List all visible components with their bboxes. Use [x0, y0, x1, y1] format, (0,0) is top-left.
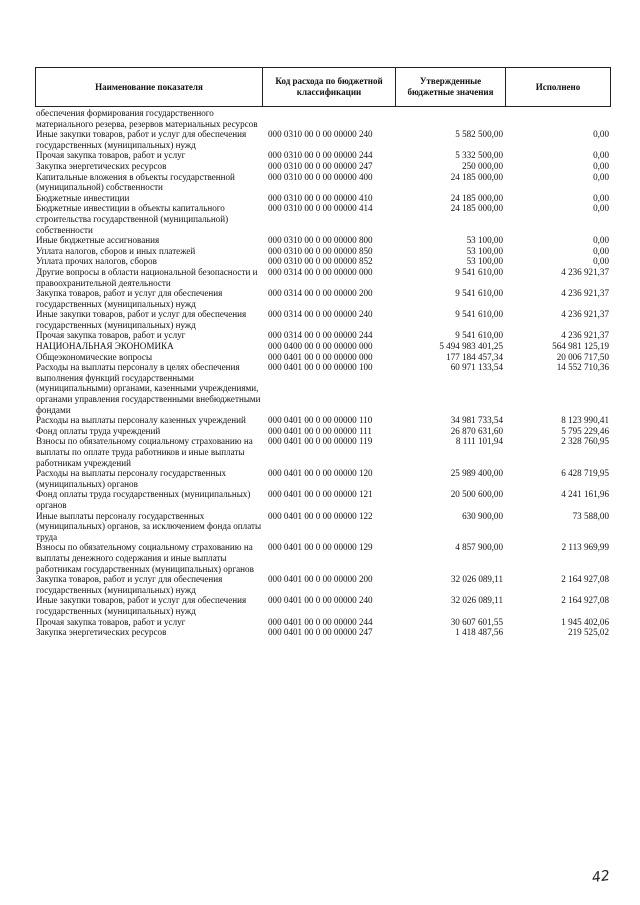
row-approved: 24 185 000,00	[450, 192, 503, 203]
table-row	[35, 150, 611, 161]
table-row	[35, 415, 611, 426]
table-row	[35, 627, 611, 638]
table-row	[35, 246, 611, 257]
row-name: НАЦИОНАЛЬНАЯ ЭКОНОМИКА	[36, 341, 174, 352]
table-row	[35, 309, 611, 330]
row-approved: 9 541 610,00	[455, 266, 503, 277]
row-executed: 5 795 229,46	[561, 425, 609, 436]
row-name: Закупка энергетических ресурсов	[36, 627, 167, 638]
row-executed: 0,00	[593, 235, 609, 246]
row-code: 000 0401 00 0 00 00000 120	[268, 468, 373, 479]
row-name: Иные закупки товаров, работ и услуг для обеспечения государственных (муниципальных) нужд	[36, 309, 247, 330]
header-approved: Утвержденные бюджетные значения	[396, 68, 506, 106]
row-executed: 6 428 719,95	[561, 468, 609, 479]
row-name: Взносы по обязательному социальному страхованию на выплаты по оплате труда работников и иные выплаты работникам учреждений	[36, 436, 253, 468]
row-executed: 4 236 921,37	[561, 266, 609, 277]
row-executed: 0,00	[593, 245, 609, 256]
row-code: 000 0401 00 0 00 00000 129	[268, 542, 373, 553]
table-row	[35, 341, 611, 352]
table-row	[35, 352, 611, 363]
row-approved: 177 184 457,34	[446, 351, 503, 362]
row-code: 000 0310 00 0 00 00000 850	[268, 245, 373, 256]
row-name: Фонд оплаты труда учреждений	[36, 425, 161, 436]
row-code: 000 0401 00 0 00 00000 100	[268, 362, 373, 373]
row-executed: 4 236 921,37	[561, 330, 609, 341]
row-executed: 0,00	[593, 192, 609, 203]
table-row	[35, 468, 611, 489]
row-code: 000 0310 00 0 00 00000 240	[268, 129, 373, 140]
row-name: Бюджетные инвестиции в объекты капитального строительства государственной (муниципальной) собственности	[36, 203, 229, 235]
row-code: 000 0401 00 0 00 00000 119	[268, 436, 373, 447]
table-row	[35, 129, 611, 150]
row-executed: 2 164 927,08	[561, 595, 609, 606]
table-row	[35, 288, 611, 309]
row-executed: 0,00	[593, 150, 609, 161]
row-name: Расходы на выплаты персоналу казенных учреждений	[36, 415, 246, 426]
row-approved: 5 332 500,00	[455, 150, 503, 161]
row-executed: 1 945 402,06	[561, 616, 609, 627]
row-approved: 4 857 900,00	[455, 542, 503, 553]
page-number: 42	[591, 867, 612, 887]
table-row	[35, 489, 611, 510]
header-code: Код расхода по бюджетной классификации	[263, 68, 396, 106]
row-name: Общеэкономические вопросы	[36, 351, 153, 362]
row-name: Закупка энергетических ресурсов	[36, 160, 167, 171]
row-executed: 219 525,02	[568, 627, 609, 638]
row-code: 000 0310 00 0 00 00000 244	[268, 150, 373, 161]
table-row	[35, 362, 611, 415]
row-code: 000 0310 00 0 00 00000 247	[268, 160, 373, 171]
table-row	[35, 267, 611, 288]
row-name: Иные закупки товаров, работ и услуг для обеспечения государственных (муниципальных) нужд	[36, 129, 247, 150]
row-approved: 9 541 610,00	[455, 330, 503, 341]
row-approved: 630 900,00	[462, 510, 503, 521]
row-code: 000 0310 00 0 00 00000 410	[268, 192, 373, 203]
row-code: 000 0400 00 0 00 00000 000	[268, 341, 373, 352]
row-name: обеспечения формирования государственного материального резерва, резервов материальных ресурсов	[36, 108, 258, 129]
row-approved: 32 026 089,11	[451, 595, 503, 606]
row-approved: 9 541 610,00	[455, 309, 503, 320]
row-approved: 25 989 400,00	[450, 468, 503, 479]
row-approved: 20 500 600,00	[450, 489, 503, 500]
row-code: 000 0401 00 0 00 00000 200	[268, 574, 373, 585]
row-code: 000 0310 00 0 00 00000 852	[268, 256, 373, 267]
row-code: 000 0401 00 0 00 00000 240	[268, 595, 373, 606]
row-approved: 250 000,00	[462, 160, 503, 171]
table-row	[35, 235, 611, 246]
table-row	[35, 161, 611, 172]
row-code: 000 0310 00 0 00 00000 400	[268, 171, 373, 182]
row-code: 000 0314 00 0 00 00000 200	[268, 288, 373, 299]
table-row	[35, 595, 611, 616]
row-approved: 24 185 000,00	[450, 203, 503, 214]
row-approved: 34 981 733,54	[450, 415, 503, 426]
table-row	[35, 193, 611, 204]
row-code: 000 0401 00 0 00 00000 244	[268, 616, 373, 627]
row-approved: 5 582 500,00	[455, 129, 503, 140]
row-name: Уплата налогов, сборов и иных платежей	[36, 245, 196, 256]
row-approved: 26 870 631,60	[450, 425, 503, 436]
table-row	[35, 256, 611, 267]
row-executed: 8 123 990,41	[561, 415, 609, 426]
row-name: Взносы по обязательному социальному страхованию на выплаты денежного содержания и иные выплаты работникам государственных (муниципальных) органов	[36, 542, 254, 574]
row-approved	[395, 108, 505, 129]
row-executed: 0,00	[593, 203, 609, 214]
row-executed: 0,00	[593, 129, 609, 140]
row-executed: 2 113 969,99	[561, 542, 609, 553]
table-row	[35, 511, 611, 543]
row-code: 000 0314 00 0 00 00000 240	[268, 309, 373, 320]
row-approved: 53 100,00	[466, 256, 503, 267]
header-executed: Исполнено	[535, 81, 581, 92]
row-code: 000 0401 00 0 00 00000 000	[268, 351, 373, 362]
row-executed: 4 236 921,37	[561, 288, 609, 299]
table-body	[35, 108, 611, 638]
row-executed: 4 236 921,37	[561, 309, 609, 320]
row-code: 000 0314 00 0 00 00000 244	[268, 330, 373, 341]
row-executed: 2 328 760,95	[561, 436, 609, 447]
row-name: Иные закупки товаров, работ и услуг для обеспечения государственных (муниципальных) нужд	[36, 595, 247, 616]
table-row	[35, 426, 611, 437]
row-executed: 564 981 125,19	[552, 341, 609, 352]
row-name: Уплата прочих налогов, сборов	[36, 256, 157, 267]
row-executed: 0,00	[593, 160, 609, 171]
row-executed: 20 006 717,50	[556, 351, 609, 362]
row-name: Фонд оплаты труда государственных (муниципальных) органов	[36, 489, 251, 510]
header-name: Наименование показателя	[36, 68, 263, 106]
row-executed: 2 164 927,08	[561, 574, 609, 585]
row-approved: 53 100,00	[466, 245, 503, 256]
table-row	[35, 108, 611, 129]
row-executed: 14 552 710,36	[556, 362, 609, 373]
table-row	[35, 542, 611, 574]
row-executed: 4 241 161,96	[561, 489, 609, 500]
table-row	[35, 172, 611, 193]
row-code: 000 0314 00 0 00 00000 000	[268, 266, 373, 277]
row-name: Капитальные вложения в объекты государственной (муниципальной) собственности	[36, 171, 235, 193]
row-approved: 8 111 101,94	[455, 436, 503, 447]
row-name: Иные бюджетные ассигнования	[36, 235, 160, 246]
row-name: Прочая закупка товаров, работ и услуг	[36, 616, 186, 627]
table-row	[35, 617, 611, 628]
table-row	[35, 436, 611, 468]
row-name: Бюджетные инвестиции	[36, 192, 130, 203]
table-header	[35, 67, 611, 107]
row-name: Закупка товаров, работ и услуг для обеспечения государственных (муниципальных) нужд	[36, 288, 223, 309]
row-name: Прочая закупка товаров, работ и услуг	[36, 150, 186, 161]
row-approved: 53 100,00	[466, 235, 503, 246]
table-row	[35, 330, 611, 341]
row-name: Иные выплаты персоналу государственных (муниципальных) органов, за исключением фонда оплаты труда	[36, 510, 262, 542]
row-executed	[505, 108, 609, 129]
row-executed: 0,00	[593, 256, 609, 267]
row-approved: 24 185 000,00	[450, 171, 503, 182]
row-name: Закупка товаров, работ и услуг для обеспечения государственных (муниципальных) нужд	[36, 574, 223, 595]
row-approved: 32 026 089,11	[451, 574, 503, 585]
table-row	[35, 203, 611, 235]
row-code: 000 0401 00 0 00 00000 110	[268, 415, 373, 426]
row-code: 000 0401 00 0 00 00000 111	[268, 425, 372, 436]
row-approved: 5 494 983 401,25	[439, 341, 503, 352]
table-row	[35, 574, 611, 595]
row-code: 000 0401 00 0 00 00000 247	[268, 627, 373, 638]
row-name: Расходы на выплаты персоналу государственных (муниципальных) органов	[36, 468, 227, 489]
row-code: 000 0310 00 0 00 00000 800	[268, 235, 373, 246]
row-approved: 9 541 610,00	[455, 288, 503, 299]
row-executed: 0,00	[593, 171, 609, 182]
row-approved: 60 971 133,54	[450, 362, 503, 373]
row-name: Другие вопросы в области национальной безопасности и правоохранительной деятельности	[36, 266, 258, 288]
row-code	[262, 108, 395, 129]
row-name: Расходы на выплаты персоналу в целях обеспечения выполнения функций государственными (муниципальными) органами, казенными учреждениями, органами управления государственными внебюджетными фондами	[36, 362, 261, 415]
row-code: 000 0401 00 0 00 00000 121	[268, 489, 373, 500]
row-executed: 73 588,00	[572, 510, 609, 521]
row-code: 000 0310 00 0 00 00000 414	[268, 203, 373, 214]
row-approved: 30 607 601,55	[450, 616, 503, 627]
row-approved: 1 418 487,56	[455, 627, 503, 638]
row-code: 000 0401 00 0 00 00000 122	[268, 510, 373, 521]
row-name: Прочая закупка товаров, работ и услуг	[36, 330, 186, 341]
